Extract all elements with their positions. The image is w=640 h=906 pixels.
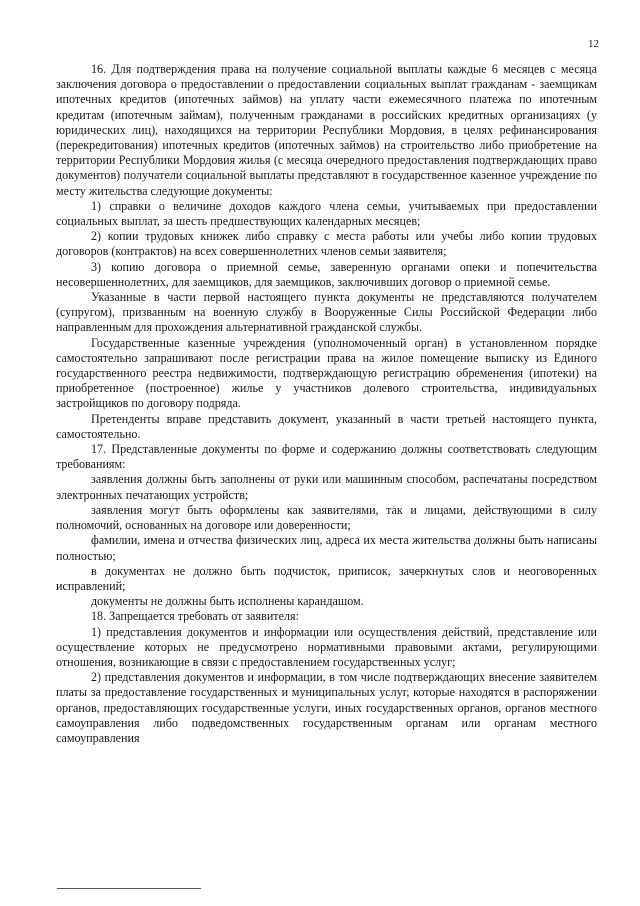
paragraph-17-req-2: заявления могут быть оформлены как заявителями, так и лицами, действующими в силу полномочий, основанных на договоре или доверенности;: [56, 502, 597, 533]
paragraph-17-req-5: документы не должны быть исполнены карандашом.: [91, 594, 364, 609]
paragraph-17-req-1: заявления должны быть заполнены от руки или машинным способом, распечатаны посредством электронных печатающих устройств;: [56, 472, 597, 502]
paragraph-16-item-2: 2) копии трудовых книжек либо справку с места работы или учебы либо копии трудовых договоров (контрактов) на всех совершеннолетних членов семьи заявителя;: [56, 229, 597, 259]
paragraph-16-intro: 16. Для подтверждения права на получение социальной выплаты каждые 6 месяцев с месяца заключения договора о предоставлении о предоставлении социальных выплат гражданам - заемщикам ипотечных кредитов (ипотечных займов) на уплату части ежемесячного платежа по ипотечным кредитам (ипотечным займам), полученным гражданами в российских кредитных организациях (у юридических лиц), находящихся на территории Республики Мордовия, в целях рефинансирования (перекредитования) ипотечных кредитов (ипотечных займов) на строительство либо приобретение на территории Республики Мордовия жилья (с месяца очередного предоставления подтверждающих право документов) получатели социальной выплаты представляют в государственное казенное учреждение по месту жительства следующие документы:: [56, 62, 597, 198]
paragraph-16-item-1: 1) справки о величине доходов каждого члена семьи, учитываемых при предоставлении социальных выплат, за шесть предшествующих календарных месяцев;: [56, 198, 597, 229]
paragraph-17-req-3: фамилии, имена и отчества физических лиц, адреса их места жительства должны быть написаны полностью;: [56, 533, 597, 563]
page-number: 12: [588, 38, 599, 50]
footnote-divider: [57, 888, 201, 889]
paragraph-18-item-2: 2) представления документов и информации, в том числе подтверждающих внесение заявителем платы за предоставление государственных и муниципальных услуг, которые находятся в распоряжении органов, предоставляющих государственные услуги, иных государственных органов, органов местного самоуправления либо подведомственных государственным органам или органам местного самоуправления: [56, 670, 597, 745]
paragraph-17-req-4: в документах не должно быть подчисток, приписок, зачеркнутых слов и неоговоренных исправлений;: [56, 563, 597, 593]
paragraph-18-intro: 18. Запрещается требовать от заявителя:: [91, 609, 299, 624]
paragraph-18-item-1: 1) представления документов и информации или осуществления действий, представление или осуществление которых не предусмотрено нормативными правовыми актами, регулирующими отношения, возникающие в связи с предоставлением государственных услуг;: [56, 624, 597, 669]
paragraph-16-self-submit: Претенденты вправе представить документ, указанный в части третьей настоящего пункта, самостоятельно.: [56, 411, 597, 441]
paragraph-17-intro: 17. Представленные документы по форме и содержанию должны соответствовать следующим требованиям:: [56, 442, 597, 472]
document-body: [56, 62, 597, 746]
paragraph-16-exemption: Указанные в части первой настоящего пункта документы не представляются получателем (супругом), призванным на военную службу в Вооруженные Силы Российской Федерации либо направленным для прохождения альтернативной гражданской службы.: [56, 290, 597, 335]
paragraph-16-item-3: 3) копию договора о приемной семье, заверенную органами опеки и попечительства несовершеннолетних, для заемщиков, для заемщиков, заключивших договор о приемной семье.: [56, 259, 597, 289]
paragraph-16-registry-request: Государственные казенные учреждения (уполномоченный орган) в установленном порядке самостоятельно запрашивают после регистрации права на жилое помещение выписку из Единого государственного реестра недвижимости, подтверждающую регистрацию обременения (ипотеки) на приобретенное (построенное) жилье у участников долевого строительства, индивидуальных застройщиков по договору подряда.: [56, 335, 597, 411]
